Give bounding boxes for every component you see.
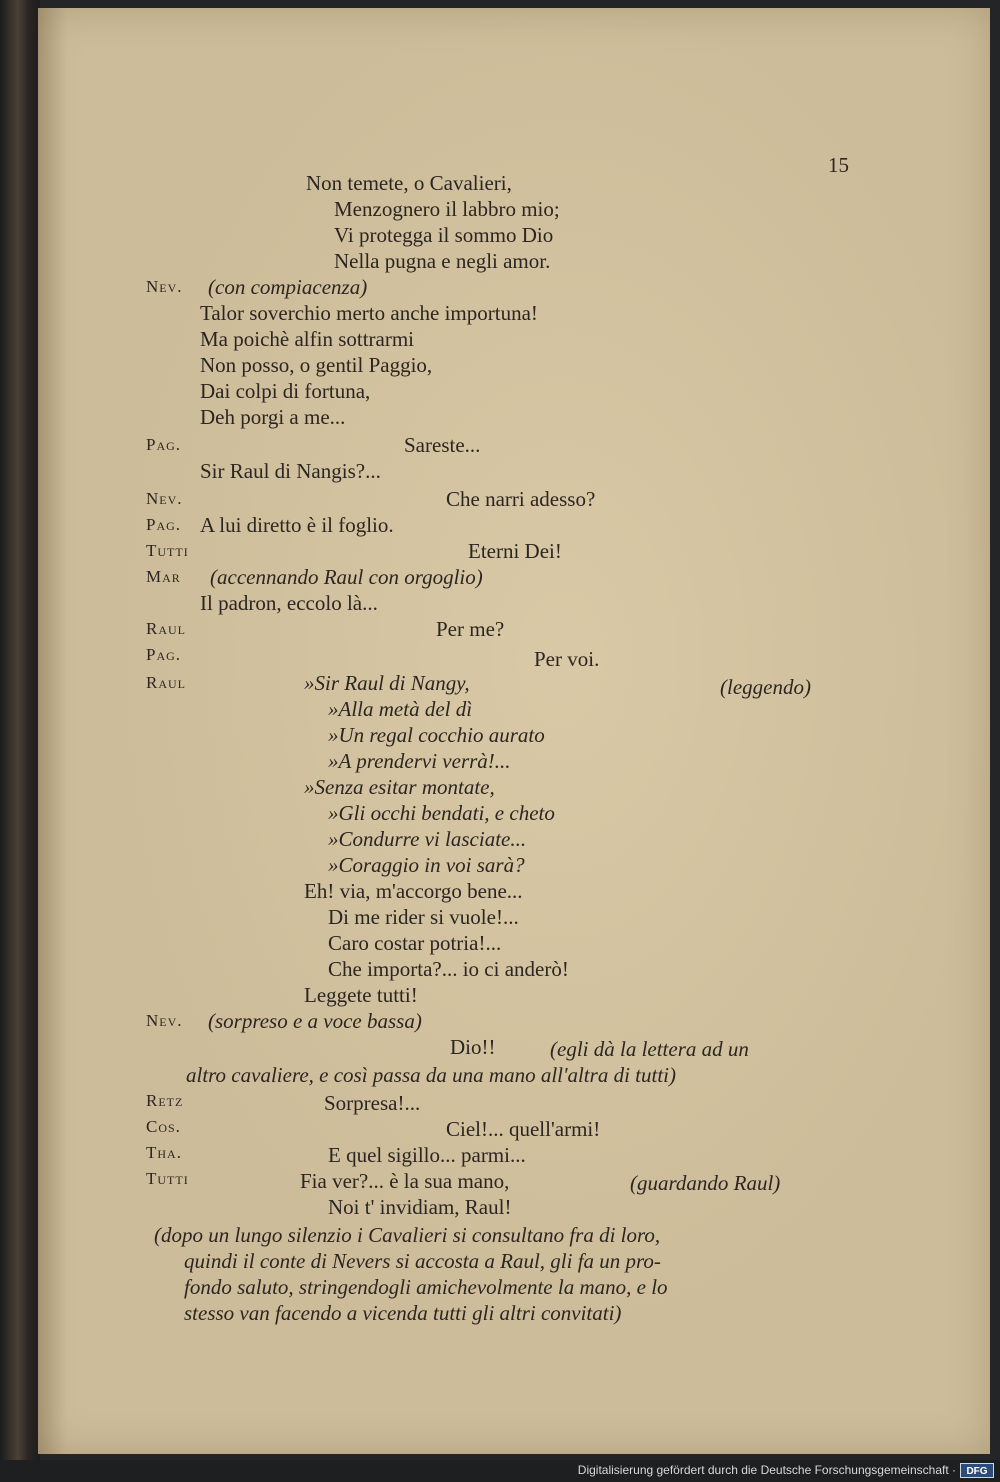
book-page bbox=[38, 8, 990, 1454]
letter-line: »Senza esitar montate, bbox=[304, 775, 495, 799]
stage-direction: (guardando Raul) bbox=[630, 1171, 781, 1195]
speaker-label: Tutti bbox=[146, 541, 189, 560]
speaker-label: Cos. bbox=[146, 1117, 181, 1136]
verse-line: Eh! via, m'accorgo bene... bbox=[304, 879, 523, 903]
verse-line: A lui diretto è il foglio. bbox=[200, 513, 394, 537]
verse-line: Non temete, o Cavalieri, bbox=[306, 171, 512, 195]
dfg-logo: DFG bbox=[960, 1463, 994, 1478]
speaker-label: Raul bbox=[146, 673, 187, 692]
speaker-label: Mar bbox=[146, 567, 181, 586]
verse-line: Per voi. bbox=[534, 647, 600, 671]
speaker-label: Pag. bbox=[146, 435, 182, 454]
stage-direction: (sorpreso e a voce bassa) bbox=[208, 1009, 422, 1033]
stage-direction: (egli dà la lettera ad un bbox=[550, 1037, 749, 1061]
stage-direction: quindi il conte di Nevers si accosta a Raul, gli fa un pro- bbox=[184, 1249, 661, 1273]
verse-line: Che importa?... io ci anderò! bbox=[328, 957, 569, 981]
verse-line: E quel sigillo... parmi... bbox=[328, 1143, 526, 1167]
letter-line: »Gli occhi bendati, e cheto bbox=[328, 801, 555, 825]
verse-line: Sareste... bbox=[404, 433, 481, 457]
speaker-label: Pag. bbox=[146, 515, 182, 534]
verse-line: Dai colpi di fortuna, bbox=[200, 379, 371, 403]
speaker-label: Tha. bbox=[146, 1143, 182, 1162]
speaker-label: Raul bbox=[146, 619, 187, 638]
speaker-label: Nev. bbox=[146, 277, 183, 296]
verse-line: Che narri adesso? bbox=[446, 487, 596, 511]
verse-line: Non posso, o gentil Paggio, bbox=[200, 353, 433, 377]
verse-line: Ciel!... quell'armi! bbox=[446, 1117, 601, 1141]
verse-line: Noi t' invidiam, Raul! bbox=[328, 1195, 512, 1219]
letter-line: »Sir Raul di Nangy, bbox=[304, 671, 470, 695]
verse-line: Sir Raul di Nangis?... bbox=[200, 459, 381, 483]
letter-line: »Condurre vi lasciate... bbox=[328, 827, 527, 851]
verse-line: Sorpresa!... bbox=[324, 1091, 421, 1115]
verse-line: Vi protegga il sommo Dio bbox=[334, 223, 554, 247]
page-number: 15 bbox=[828, 153, 849, 177]
stage-direction: (leggendo) bbox=[720, 675, 811, 699]
footer-bar bbox=[0, 1460, 1000, 1482]
verse-line: Caro costar potria!... bbox=[328, 931, 502, 955]
verse-line: Di me rider si vuole!... bbox=[328, 905, 519, 929]
speaker-label: Nev. bbox=[146, 1011, 183, 1030]
verse-line: Deh porgi a me... bbox=[200, 405, 346, 429]
verse-line: Per me? bbox=[436, 617, 505, 641]
letter-line: »Coraggio in voi sarà? bbox=[328, 853, 525, 877]
stage-direction: stesso van facendo a vicenda tutti gli altri convitati) bbox=[184, 1301, 622, 1325]
speaker-label: Nev. bbox=[146, 489, 183, 508]
verse-line: Ma poichè alfin sottrarmi bbox=[200, 327, 415, 351]
verse-line: Dio!! bbox=[450, 1035, 496, 1059]
verse-line: Eterni Dei! bbox=[468, 539, 562, 563]
funding-credit: Digitalisierung gefördert durch die Deutsche Forschungsgemeinschaft · bbox=[577, 1463, 956, 1477]
speaker-label: Tutti bbox=[146, 1169, 189, 1188]
speaker-label: Retz bbox=[146, 1091, 184, 1110]
letter-line: »Un regal cocchio aurato bbox=[328, 723, 545, 747]
letter-line: »A prendervi verrà!... bbox=[328, 749, 511, 773]
verse-line: Talor soverchio merto anche importuna! bbox=[200, 301, 538, 325]
verse-line: Leggete tutti! bbox=[304, 983, 418, 1007]
stage-direction: altro cavaliere, e così passa da una mano all'altra di tutti) bbox=[186, 1063, 676, 1087]
stage-direction: (con compiacenza) bbox=[208, 275, 368, 299]
speaker-label: Pag. bbox=[146, 645, 182, 664]
verse-line: Il padron, eccolo là... bbox=[200, 591, 378, 615]
book-binding bbox=[0, 0, 40, 1460]
stage-direction: (dopo un lungo silenzio i Cavalieri si consultano fra di loro, bbox=[154, 1223, 661, 1247]
verse-line: Menzognero il labbro mio; bbox=[334, 197, 560, 221]
verse-line: Fia ver?... è la sua mano, bbox=[300, 1169, 510, 1193]
stage-direction: (accennando Raul con orgoglio) bbox=[210, 565, 483, 589]
stage-direction: fondo saluto, stringendogli amichevolmente la mano, e lo bbox=[184, 1275, 668, 1299]
letter-line: »Alla metà del dì bbox=[328, 697, 473, 721]
verse-line: Nella pugna e negli amor. bbox=[334, 249, 551, 273]
